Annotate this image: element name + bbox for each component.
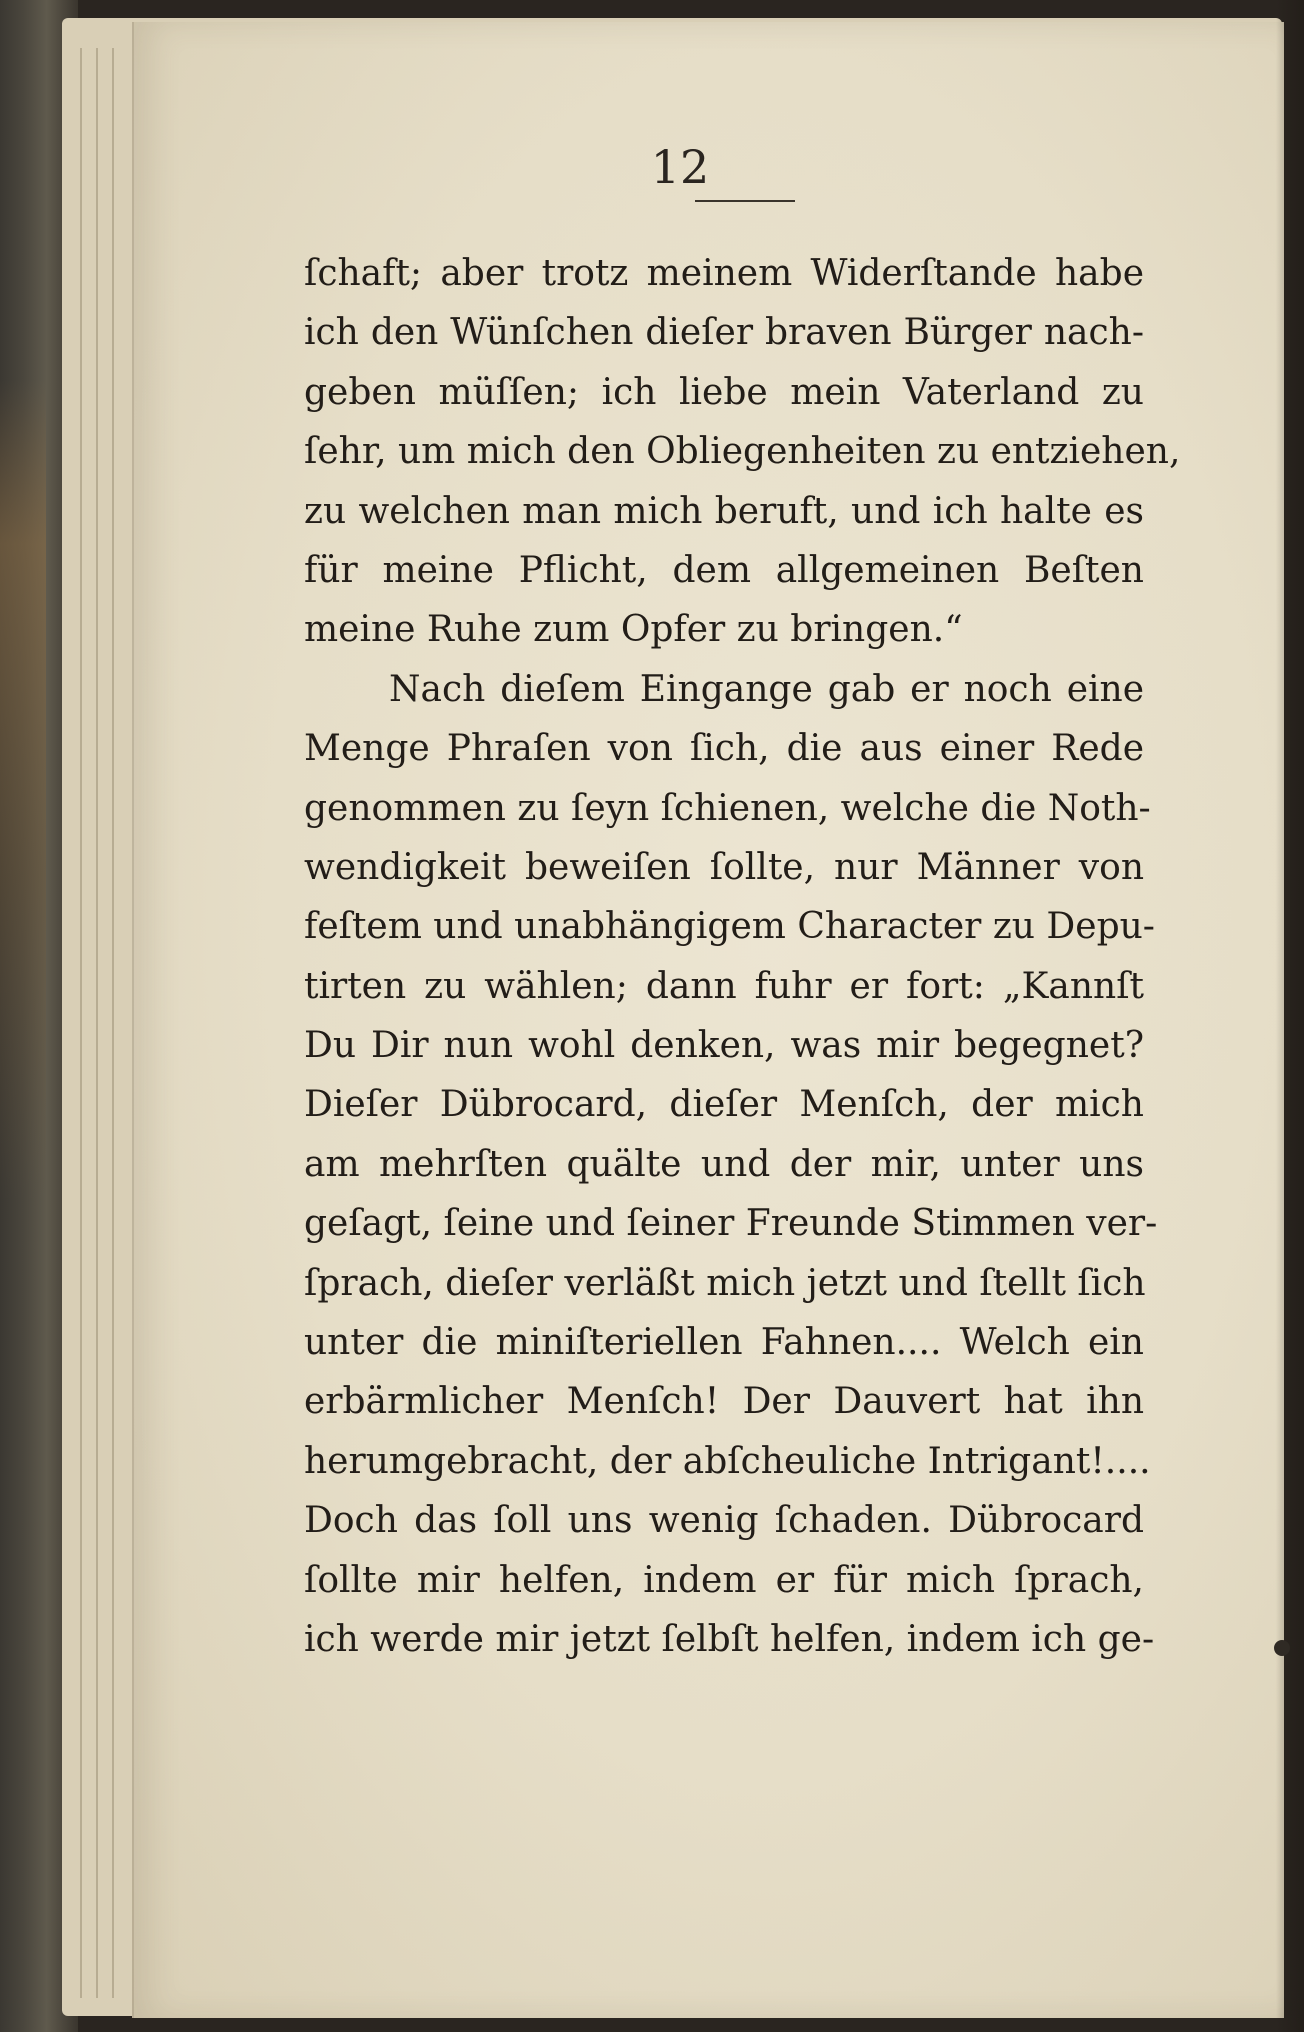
- binding-shadow: [1276, 0, 1304, 2032]
- page-edge-line: [80, 48, 82, 1998]
- text-line: Dieſer Dübrocard, dieſer Menſch, der mich: [304, 1084, 1144, 1126]
- text-line: unter die miniſteriellen Fahnen.... Welch ein: [304, 1322, 1144, 1364]
- ink-stain: [1274, 1640, 1290, 1656]
- text-line: herumgebracht, der abſcheuliche Intrigant!....: [304, 1440, 1151, 1482]
- text-line: ich den Wünſchen dieſer braven Bürger nach-: [304, 312, 1144, 354]
- text-line: Du Dir nun wohl denken, was mir begegnet?: [304, 1025, 1144, 1067]
- text-line: ſollte mir helfen, indem er für mich ſprach,: [304, 1559, 1144, 1601]
- page-number-rule: [695, 200, 795, 202]
- text-line: ſprach, dieſer verläßt mich jetzt und ſtellt ſich: [304, 1262, 1146, 1304]
- text-line: wendigkeit beweiſen ſollte, nur Männer von: [304, 846, 1144, 888]
- text-line: tirten zu wählen; dann fuhr er fort: „Kannſt: [304, 965, 1144, 1007]
- body-text: [304, 244, 1181, 1669]
- text-line: geſagt, ſeine und ſeiner Freunde Stimmen ver-: [304, 1203, 1158, 1245]
- text-line: Menge Phraſen von ſich, die aus einer Rede: [304, 728, 1144, 770]
- text-line: Nach dieſem Eingange gab er noch eine: [389, 668, 1144, 710]
- text-line: ich werde mir jetzt ſelbſt helfen, indem ich ge-: [304, 1618, 1155, 1660]
- page-edge-line: [96, 48, 98, 1998]
- text-line: für meine Pflicht, dem allgemeinen Beſten: [304, 549, 1144, 591]
- text-line: genommen zu ſeyn ſchienen, welche die Noth-: [304, 787, 1151, 829]
- text-line: feſtem und unabhängigem Character zu Depu-: [304, 906, 1155, 948]
- text-line: geben müſſen; ich liebe mein Vaterland zu: [304, 371, 1144, 413]
- text-line: meine Ruhe zum Opfer zu bringen.“: [304, 609, 963, 651]
- page-edge-line: [112, 48, 114, 1998]
- text-line: Doch das ſoll uns wenig ſchaden. Dübrocard: [304, 1500, 1144, 1542]
- page-number: 12: [650, 140, 710, 194]
- text-line: erbärmlicher Menſch! Der Dauvert hat ihn: [304, 1381, 1144, 1423]
- text-line: zu welchen man mich beruft, und ich halte es: [304, 490, 1144, 532]
- text-line: ſehr, um mich den Obliegenheiten zu entziehen,: [304, 431, 1181, 473]
- cover-wear: [0, 380, 46, 1200]
- text-line: am mehrſten quälte und der mir, unter uns: [304, 1143, 1144, 1185]
- text-line: ſchaft; aber trotz meinem Widerſtande habe: [304, 253, 1144, 294]
